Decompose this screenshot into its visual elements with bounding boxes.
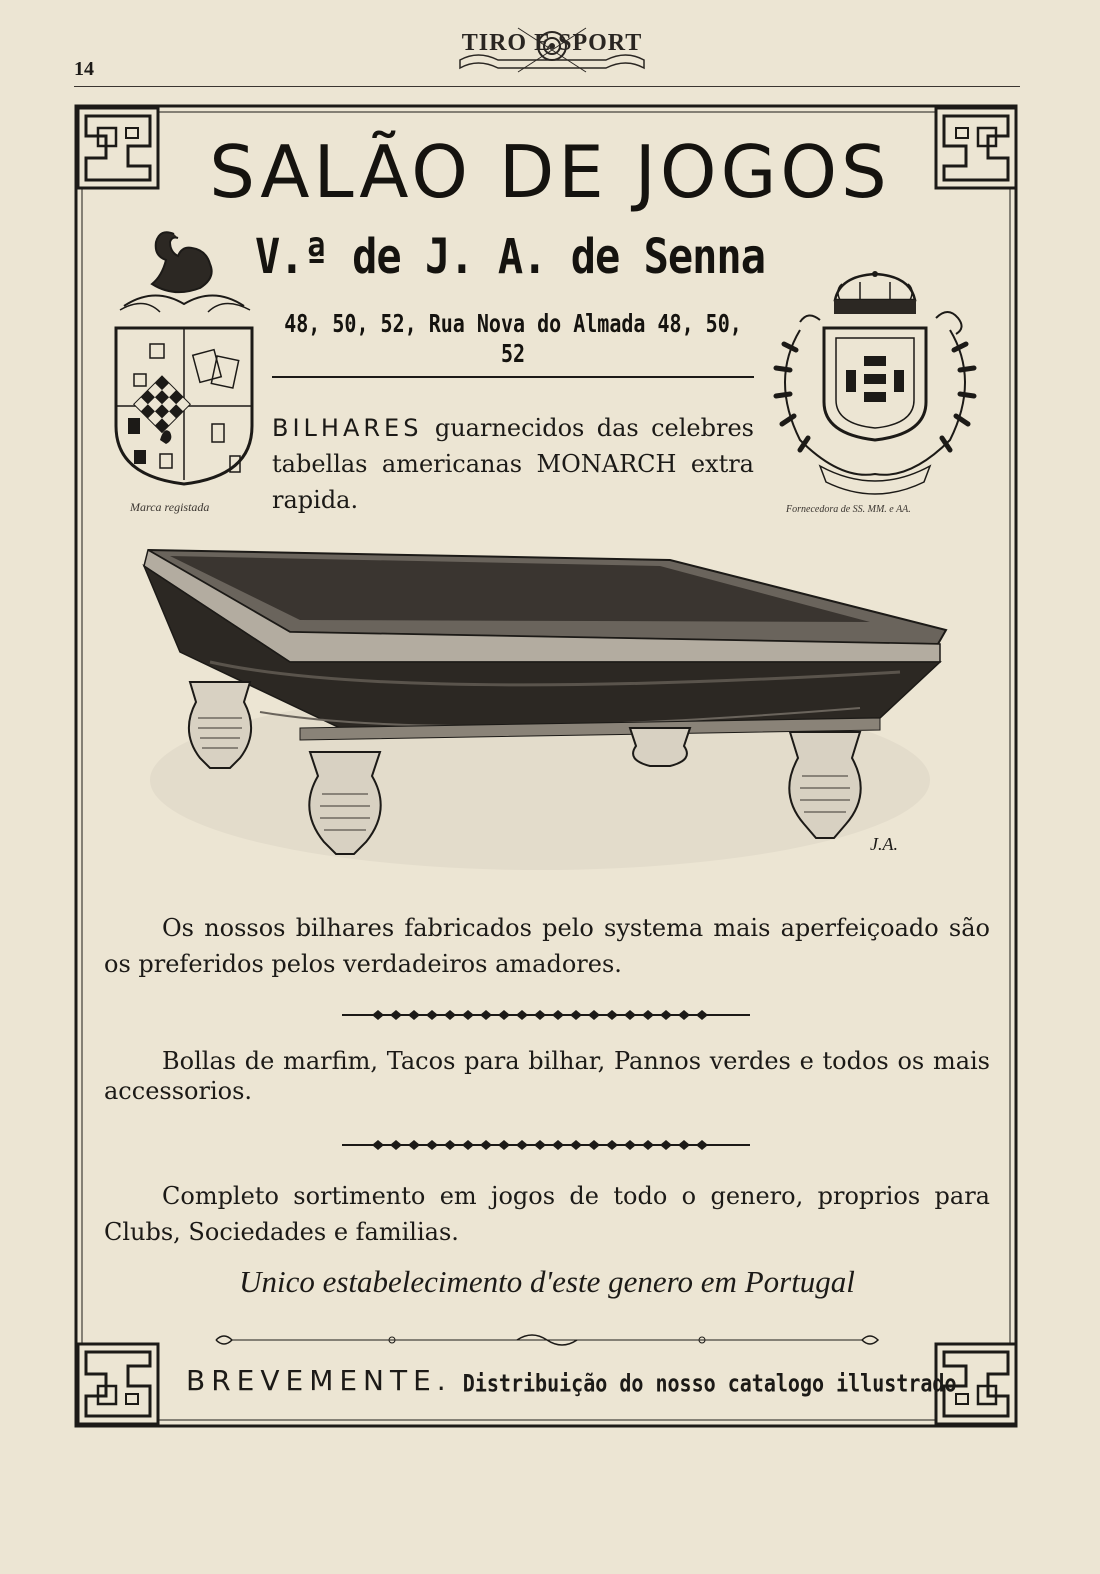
- header-rule: [74, 86, 1020, 87]
- trademark-caption: Marca registada: [130, 500, 210, 514]
- ornamental-divider-icon: [342, 1008, 750, 1022]
- paragraph-accessories: Bollas de marfim, Tacos para bilhar, Pannos verdes e todos os mais accessorios.: [104, 1047, 990, 1105]
- masthead-title: TIRO E SPORT: [461, 30, 643, 56]
- supplier-caption: Fornecedora de SS. MM. e AA.: [786, 504, 911, 515]
- elephant-crest-icon: [104, 226, 264, 492]
- illustration-signature: J.A.: [870, 834, 898, 854]
- ad-proprietor: V.ª de J. A. de Senna: [254, 228, 765, 285]
- ad-title: SALÃO DE JOGOS: [209, 130, 891, 214]
- paragraph-games-assortment: Completo sortimento em jogos de todo o genero, proprios para Clubs, Sociedades e familias.: [104, 1182, 990, 1246]
- paragraph-billiards-quality: Os nossos bilhares fabricados pelo systema mais aperfeiçoado são os preferidos pelos verdadeiros amadores.: [104, 914, 990, 978]
- masthead: [458, 26, 646, 74]
- footer-announcement: [186, 1364, 957, 1398]
- billiards-text: guarnecidos das celebres tabellas americanas MONARCH extra rapida.: [272, 414, 754, 514]
- ad-address: 48, 50, 52, Rua Nova do Almada 48, 50, 52: [284, 308, 742, 368]
- flourish-rule-icon: [212, 1332, 882, 1348]
- corner-ornament-icon: [76, 1342, 160, 1426]
- billiards-description: [272, 410, 754, 518]
- footer-lead: BREVEMENTE.: [186, 1364, 452, 1397]
- billiards-lead: BILHARES: [272, 414, 423, 442]
- address-rule: [272, 376, 754, 378]
- footer-text: Distribuição do nosso catalogo illustrado: [462, 1368, 957, 1398]
- billiard-table-illustration: [140, 532, 950, 884]
- tagline: Unico estabelecimento d'este genero em Portugal: [239, 1264, 855, 1299]
- page-number: 14: [74, 58, 94, 80]
- ornamental-divider-icon: [342, 1138, 750, 1152]
- royal-arms-icon: [760, 270, 990, 510]
